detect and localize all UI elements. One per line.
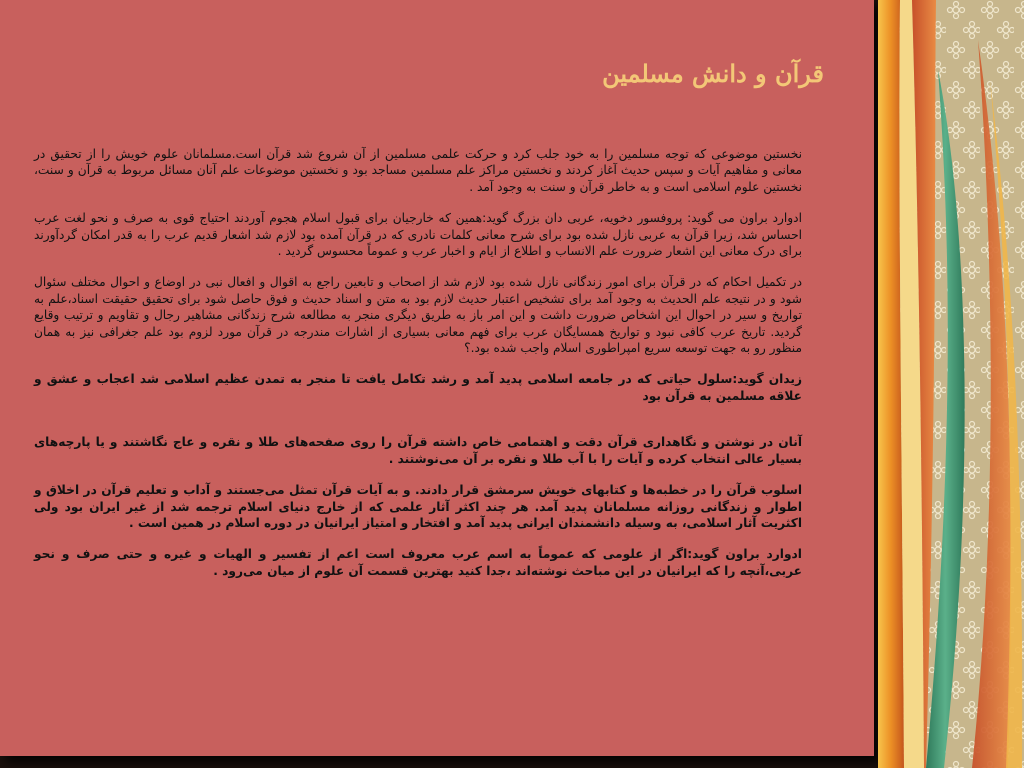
slide-body — [34, 146, 802, 594]
paragraph: نخستین موضوعی که توجه مسلمین را به خود جلب کرد و حرکت علمی مسلمین از آن شروع شد قرآن است.مسلمانان علوم خویش را از تحقیق در معانی و مفاهیم آیات و سپس حدیث آغاز کردند و نخستین مراکز علم مسلمین مساجد بود و نخستین موضوعات علم آنان مسائل مربوط به قرآن و سنت، نخستین علوم اسلامی است و به خاطر قرآن و سنت به وجود آمد . — [34, 147, 802, 194]
paragraph: زیدان گوید:سلول حیاتی که در جامعه اسلامی پدید آمد و رشد تکامل یافت تا منجر به تمدن عظیم اسلامی شد اعجاب و عشق و علاقه مسلمین به قرآن بود — [34, 372, 802, 403]
slide-title: قرآن و دانش مسلمین — [602, 59, 824, 88]
paragraph: در تکمیل احکام که در قرآن برای امور زندگانی نازل شده بود لازم شد از اصحاب و تابعین راجع به اقوال و افعال نبی در اوضاع و احوال مختلف سئوال شود و در نتیجه علم الحدیث به وجود آمد برای تشخیص اعتبار حدیث لازم بود به متن و اسناد حدیث و فوق حاصل شود برای تحقیق حقیقت اسناد،علم به تواریخ و سیر در احوال این اشخاص ضرورت داشت و این امر باز به طریق دیگری منجر به مطالعه شرح زندگانی مشاهیر رجال و تقاویم و ترتیب وقایع گردید. تاریخ عرب کافی نبود و تواریخ همسایگان عرب برای فهم معانی بسیاری از اشارات مندرجه در قرآن مورد لزوم بود علم جغرافی نیز به همان منظور رو به جهت توسعه سریع امپراطوری اسلام واجب شده بود.؟ — [34, 275, 802, 356]
paragraph: ادوارد براون می گوید: پروفسور دخویه، عربی دان بزرگ گوید:همین که خارجیان برای قبول اسلام هجوم آوردند احتیاج قوی به صرف و نحو لغت عرب احساس شد، زیرا قرآن به عربی نازل شده بود برای شرح معانی کلمات نادری که در قرآن آمده بود لازم شد اشعار قدیم عرب را به قدر امکان گردآورند برای درک معانی این اشعار ضرورت علم الانساب و اطلاع از ایام و اخبار عرب و عموماً محسوس گردید . — [34, 211, 802, 259]
paragraph: ادوارد براون گوید:اگر از علومی که عموماً به اسم عرب معروف است اعم از تفسیر و الهیات و غیره و حتی صرف و نحو عربی،آنچه را که ایرانیان در این مباحث نوشته‌اند ،جدا کنید بهترین قسمت آن علوم از میان می‌رود . — [34, 547, 802, 578]
decorative-curtain-border — [878, 0, 1024, 768]
paragraph: اسلوب قرآن را در خطبه‌ها و کتابهای خویش سرمشق قرار دادند. و به آیات قرآن تمثل می‌جستند و آداب و تعلیم قرآن در اخلاق و اطوار و زندگانی روزانه مسلمانان پدید آمد. هر چند اکثر آثار علمی که از خارج دنیای اسلام ترجمه شد از غیر ایران بود ولی اکثریت آثار اسلامی، به وسیله دانشمندان ایرانی پدید آمد و افتخار و امتیاز ایرانیان در دوره اسلام در همین است . — [34, 483, 802, 530]
paragraph: آنان در نوشتن و نگاهداری قرآن دقت و اهتمامی خاص داشته قرآن را روی صفحه‌های طلا و نقره و عاج نگاشتند و یا پارچه‌های بسیار عالی انتخاب کرده و آیات را با آب طلا و نقره بر آن می‌نوشتند . — [34, 435, 802, 466]
